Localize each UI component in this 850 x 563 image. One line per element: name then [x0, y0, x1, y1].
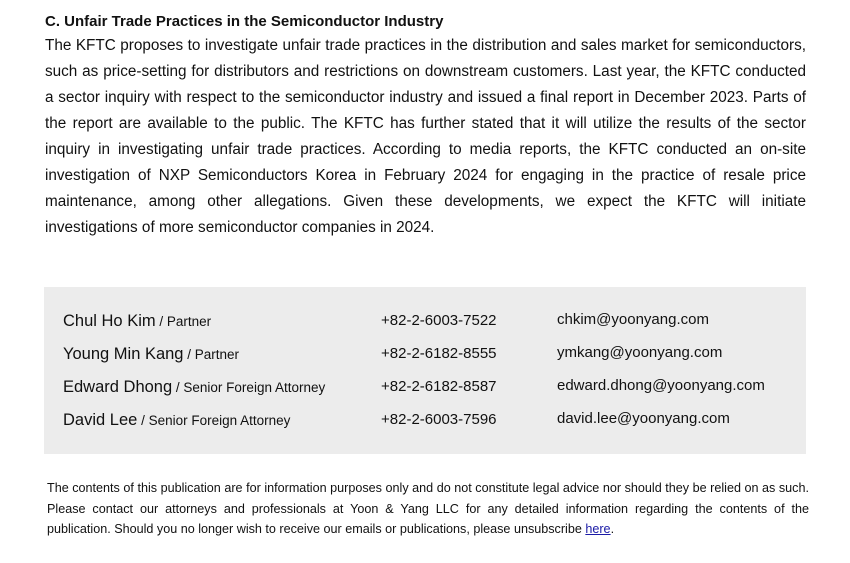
- contact-row: [44, 340, 806, 368]
- contact-title: / Partner: [183, 347, 240, 362]
- contact-name-group: [63, 373, 325, 402]
- contact-row: [44, 373, 806, 401]
- section-heading: C. Unfair Trade Practices in the Semiconductor Industry: [45, 13, 444, 30]
- contact-email[interactable]: ymkang@yoonyang.com: [557, 344, 723, 361]
- contact-phone: +82-2-6003-7522: [381, 312, 497, 329]
- contact-name-group: [63, 406, 290, 435]
- contact-email[interactable]: david.lee@yoonyang.com: [557, 410, 730, 427]
- contact-title: / Senior Foreign Attorney: [172, 380, 326, 395]
- contact-name: Young Min Kang: [63, 345, 184, 363]
- disclaimer-text: The contents of this publication are for information purposes only and do not constitute legal advice nor should they be relied on as such. Please contact our attorneys and professionals at Yoon & Yang LLC for any detailed information regarding the contents of the publication. Should you no longer wish to receive our emails or publications, please unsubscribe: [47, 481, 809, 536]
- contact-phone: +82-2-6182-8555: [381, 345, 497, 362]
- disclaimer-end: .: [610, 522, 615, 536]
- contact-name: Edward Dhong: [63, 378, 173, 396]
- contact-phone: +82-2-6182-8587: [381, 378, 497, 395]
- unsubscribe-link[interactable]: here: [585, 522, 611, 536]
- contact-phone: +82-2-6003-7596: [381, 411, 497, 428]
- article-section: [45, 11, 806, 241]
- disclaimer: [47, 478, 809, 540]
- contact-row: [44, 406, 806, 434]
- contact-name-group: [63, 307, 211, 336]
- contact-email[interactable]: chkim@yoonyang.com: [557, 311, 709, 328]
- contact-title: / Partner: [155, 314, 212, 329]
- contact-row: [44, 307, 806, 335]
- contact-name: David Lee: [63, 411, 138, 429]
- contact-name-group: [63, 340, 239, 369]
- section-body: The KFTC proposes to investigate unfair trade practices in the distribution and sales market for semiconductors, such as price-setting for distributors and restrictions on downstream customers. Last year, the KFTC conducted a sector inquiry with respect to the semiconductor industry and issued a final report in December 2023. Parts of the report are available to the public. The KFTC has further stated that it will utilize the results of the sector inquiry in investigating unfair trade practices. According to media reports, the KFTC conducted an on-site investigation of NXP Semiconductors Korea in February 2024 for engaging in the practice of resale price maintenance, among other allegations. Given these developments, we expect the KFTC will initiate investigations of more semiconductor companies in 2024.: [45, 37, 806, 236]
- contact-title: / Senior Foreign Attorney: [137, 413, 291, 428]
- contact-email[interactable]: edward.dhong@yoonyang.com: [557, 377, 765, 394]
- contact-box: [44, 287, 806, 454]
- contact-name: Chul Ho Kim: [63, 312, 156, 330]
